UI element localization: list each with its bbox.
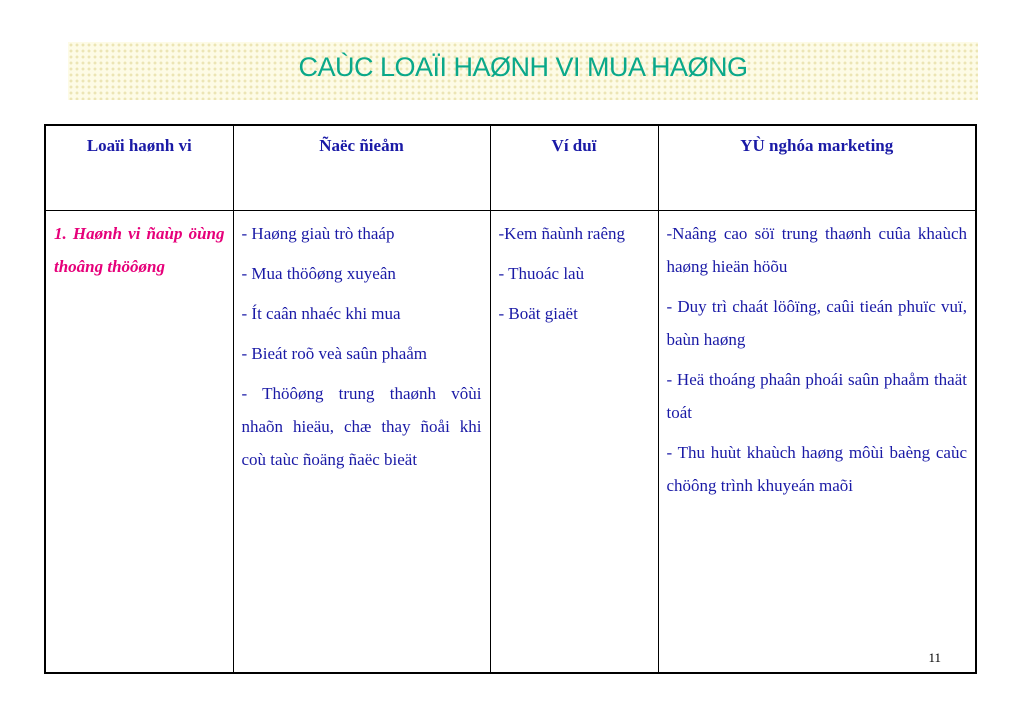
list-item: - Haøng giaù trò thaáp	[241, 224, 395, 243]
cell-examples	[490, 211, 658, 674]
page-number: 11	[928, 650, 941, 665]
list-item: - Mua thöôøng xuyeân	[241, 264, 396, 283]
list-item: - Ít caân nhaéc khi mua	[241, 304, 401, 323]
cell-characteristics	[233, 211, 490, 674]
list-item: - Duy trì chaát löôïng, caûi tieán phuïc vuï, baùn haøng	[666, 297, 967, 349]
list-item: - Bieát roõ veà saûn phaåm	[241, 344, 428, 363]
list-item: - Boät giaët	[498, 304, 578, 323]
title-banner	[68, 42, 978, 100]
header-examples: Ví duï	[490, 125, 658, 211]
list-item: - Heä thoáng phaân phoái saûn phaåm thaät toát	[666, 370, 967, 422]
slide-title: CAÙC LOAÏI HAØNH VI MUA HAØNG	[298, 52, 748, 82]
behavior-table	[44, 124, 977, 674]
header-characteristics: Ñaëc ñieåm	[233, 125, 490, 211]
list-item: - Thöôøng trung thaønh vôùi nhaõn hieäu, chæ thay ñoåi khi coù taùc ñoäng ñaëc bieät	[241, 384, 482, 469]
header-behavior-type: Loaïi haønh vi	[45, 125, 233, 211]
list-item: -Kem ñaùnh raêng	[498, 224, 626, 243]
cell-marketing-meaning	[658, 211, 976, 674]
list-item: -Naâng cao söï trung thaønh cuûa khaùch haøng hieän höõu	[666, 224, 967, 276]
table-row	[45, 211, 976, 674]
cell-behavior-type	[45, 211, 233, 674]
list-item: - Thuoác laù	[498, 264, 585, 283]
header-marketing-meaning: YÙ nghóa marketing	[658, 125, 976, 211]
table-header-row	[45, 125, 976, 211]
list-item: - Thu huùt khaùch haøng môùi baèng caùc chöông trình khuyeán maõi	[666, 443, 967, 495]
behavior-type-label: 1. Haønh vi ñaùp öùng thoâng thöôøng	[54, 224, 225, 276]
